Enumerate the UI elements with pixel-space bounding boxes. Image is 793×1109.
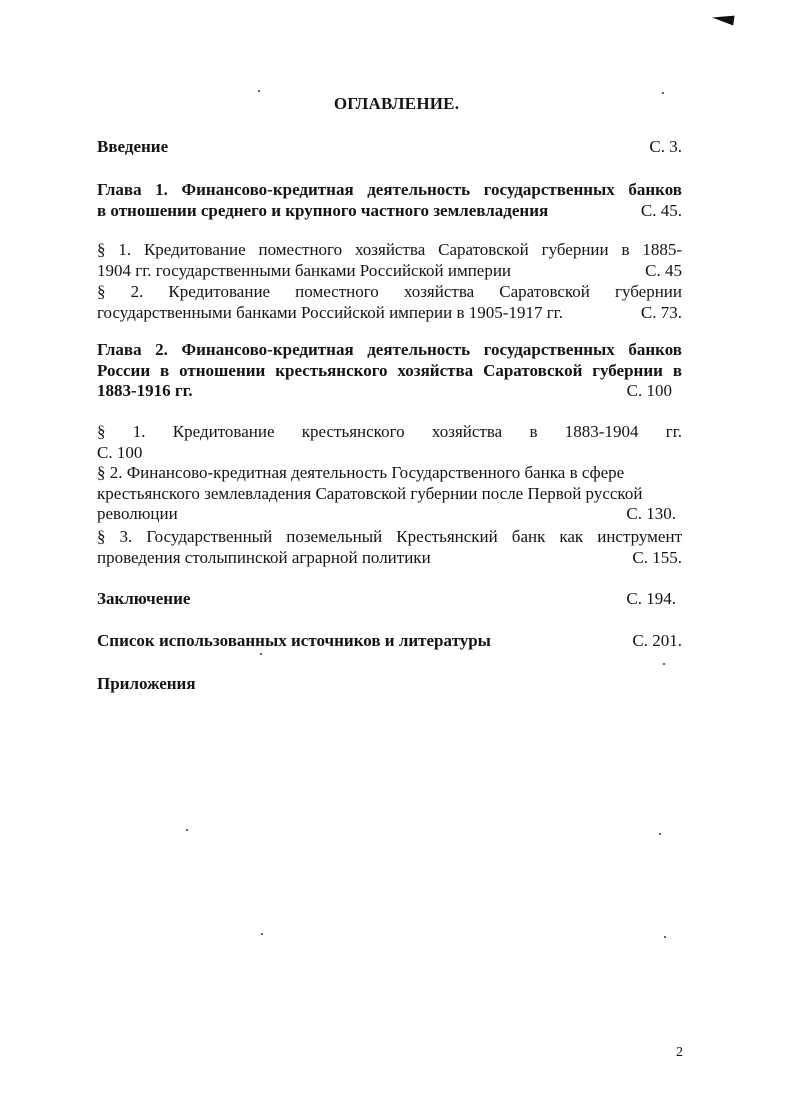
toc-entry-label: Приложения [97, 674, 196, 693]
toc-entry-line: в отношении среднего и крупного частного землевладения [97, 200, 549, 220]
toc-entry-line: крестьянского землевладения Саратовской губернии после Первой русской [97, 483, 643, 503]
page-title: ОГЛАВЛЕНИЕ. [333, 94, 460, 113]
toc-entry-page: С. 155. [632, 547, 682, 567]
toc-entry-intro [97, 137, 682, 158]
page-number: 2 [676, 1045, 683, 1060]
toc-entry-page: С. 201. [632, 631, 682, 650]
toc-entry-appendix [97, 674, 682, 695]
toc-entry-page: С. 100 [97, 442, 143, 462]
toc-entry-line: § 2. Кредитование поместного хозяйства Саратовской губернии [97, 282, 682, 301]
toc-entry-line: Глава 2. Финансово-кредитная деятельность государственных банков [97, 340, 682, 359]
toc-entry-line: 1883-1916 гг. [97, 381, 193, 400]
scan-speck [186, 829, 188, 831]
toc-entry-line: § 3. Государственный поземельный Крестьянский банк как инструмент [97, 527, 682, 546]
toc-entry-ch1-section-1 [97, 240, 682, 281]
scan-speck [659, 833, 661, 835]
toc-entry-chapter-1 [97, 180, 682, 221]
scan-speck [260, 653, 262, 655]
toc-entry-page: С. 3. [649, 137, 682, 156]
toc-entry-line: § 1. Кредитование поместного хозяйства Саратовской губернии в 1885- [97, 240, 682, 259]
toc-entry-line: государственными банками Российской империи в 1905-1917 гг. [97, 302, 563, 322]
toc-entry-label: Список использованных источников и литературы [97, 631, 491, 650]
scan-speck [664, 936, 666, 938]
scan-corner-mark [711, 13, 734, 26]
toc-entry-page: С. 45 [645, 260, 682, 280]
toc-entry-page: С. 130. [626, 504, 676, 523]
toc-entry-conclusion [97, 589, 682, 610]
toc-entry-line: § 1. Кредитование крестьянского хозяйства в 1883-1904 гг. [97, 422, 682, 441]
toc-entry-ch2-section-1 [97, 422, 682, 463]
toc-entry-label: Заключение [97, 589, 191, 608]
toc-entry-page: С. 73. [640, 302, 682, 322]
toc-entry-line: России в отношении крестьянского хозяйства Саратовской губернии в [97, 360, 682, 380]
toc-entry-line: 1904 гг. государственными банками Российской империи [97, 260, 512, 280]
scan-speck [663, 663, 665, 665]
toc-entry-line: Глава 1. Финансово-кредитная деятельность государственных банков [97, 180, 682, 199]
toc-entry-line: проведения столыпинской аграрной политики [97, 547, 431, 567]
toc-entry-label: Введение [97, 137, 169, 156]
scan-speck [258, 90, 260, 92]
toc-entry-line: § 2. Финансово-кредитная деятельность Государственного банка в сфере [97, 463, 625, 482]
toc-entry-ch2-section-3 [97, 527, 682, 568]
scan-speck [261, 933, 263, 935]
toc-entry-line: революции [97, 504, 178, 523]
toc-entry-page: С. 100 [626, 381, 672, 400]
toc-entry-ch1-section-2 [97, 282, 682, 323]
toc-entry-page: С. 45. [640, 200, 682, 220]
toc-entry-sources [97, 631, 682, 652]
toc-entry-chapter-2 [97, 340, 682, 402]
toc-entry-page: С. 194. [626, 589, 676, 608]
toc-entry-ch2-section-2 [97, 463, 682, 525]
scan-speck [662, 92, 664, 94]
